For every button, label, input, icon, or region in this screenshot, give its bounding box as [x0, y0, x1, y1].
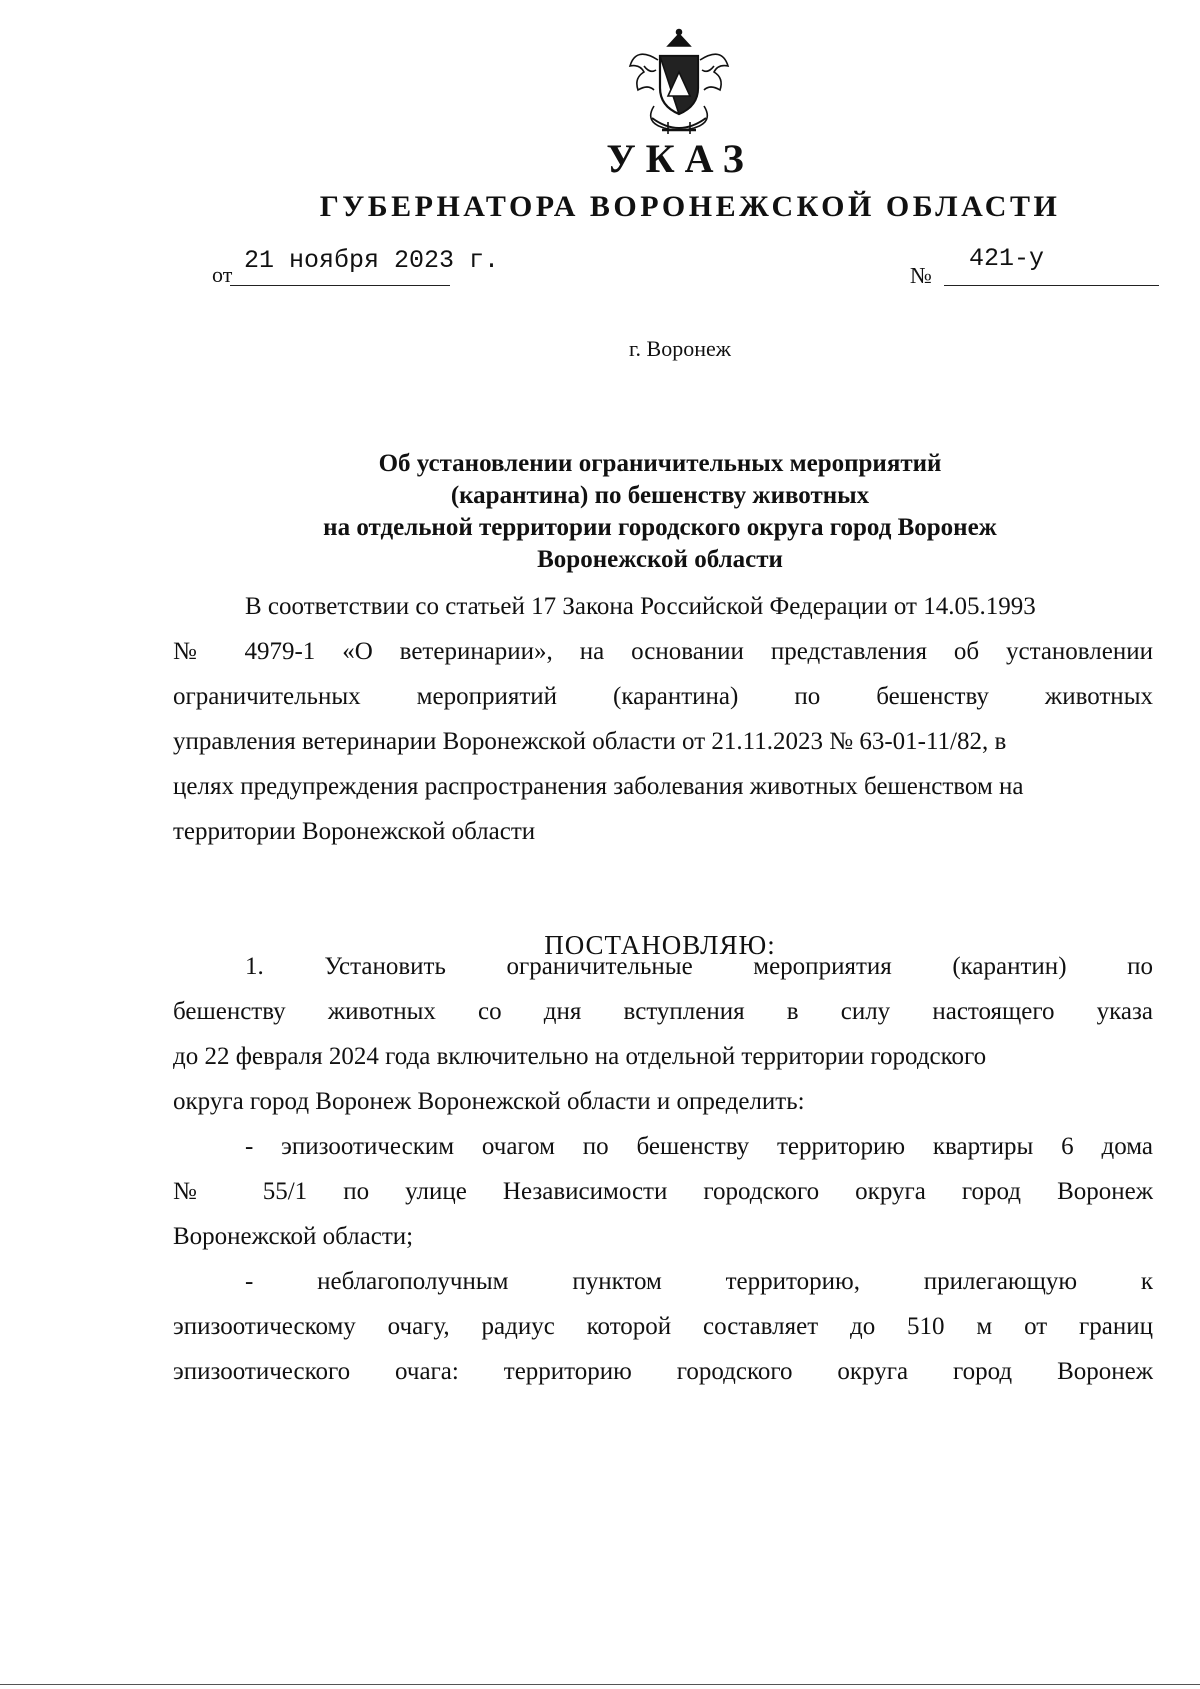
decree-title: УКАЗ	[606, 136, 754, 181]
item-line: бешенству животных со дня вступления в силу настоящего указа	[173, 998, 1153, 1025]
item-line: - неблагополучным пунктом территорию, прилегающую к	[245, 1268, 1153, 1295]
decree-number: 421-у	[969, 244, 1045, 273]
item-line: эпизоотического очага: территорию городского округа город Воронеж	[173, 1358, 1153, 1385]
item-line: № 55/1 по улице Независимости городского округа город Воронеж	[173, 1178, 1153, 1205]
title-line: (карантина) по бешенству животных	[450, 482, 870, 509]
page-bottom-rule	[0, 1684, 1200, 1685]
preamble-line: В соответствии со статьей 17 Закона Российской Федерации от 14.05.1993	[245, 593, 1036, 620]
item-line: 1. Установить ограничительные мероприятия (карантин) по	[245, 953, 1153, 980]
title-line: на отдельной территории городского округа город Воронеж	[323, 514, 997, 541]
number-prefix: №	[910, 263, 932, 288]
preamble-line: территории Воронежской области	[173, 818, 536, 845]
resolve-heading: ПОСТАНОВЛЯЮ:	[544, 930, 776, 960]
decree-date: 21 ноября 2023 г.	[244, 246, 500, 275]
title-line: Воронежской области	[537, 546, 783, 573]
preamble-line: целях предупреждения распространения заболевания животных бешенством на	[173, 773, 1024, 800]
item-line: до 22 февраля 2024 года включительно на отдельной территории городского	[173, 1043, 987, 1070]
date-prefix: от	[212, 262, 233, 287]
date-underline	[230, 285, 450, 286]
item-line: округа город Воронеж Воронежской области и определить:	[173, 1088, 805, 1115]
decree-authority: ГУБЕРНАТОРА ВОРОНЕЖСКОЙ ОБЛАСТИ	[319, 190, 1061, 223]
city-of-issue: г. Воронеж	[629, 336, 731, 361]
number-underline	[944, 285, 1159, 286]
coat-of-arms-emblem	[624, 26, 734, 138]
title-line: Об установлении ограничительных мероприятий	[378, 450, 942, 477]
preamble-line: ограничительных мероприятий (карантина) по бешенству животных	[173, 683, 1153, 710]
item-line: - эпизоотическим очагом по бешенству территорию квартиры 6 дома	[245, 1133, 1153, 1160]
preamble-line: управления ветеринарии Воронежской области от 21.11.2023 № 63-01-11/82, в	[173, 728, 1007, 755]
document-title	[200, 448, 1120, 576]
item-line: эпизоотическому очагу, радиус которой составляет до 510 м от границ	[173, 1313, 1153, 1340]
item-line: Воронежской области;	[173, 1223, 414, 1250]
preamble-line: № 4979-1 «О ветеринарии», на основании представления об установлении	[173, 638, 1153, 665]
